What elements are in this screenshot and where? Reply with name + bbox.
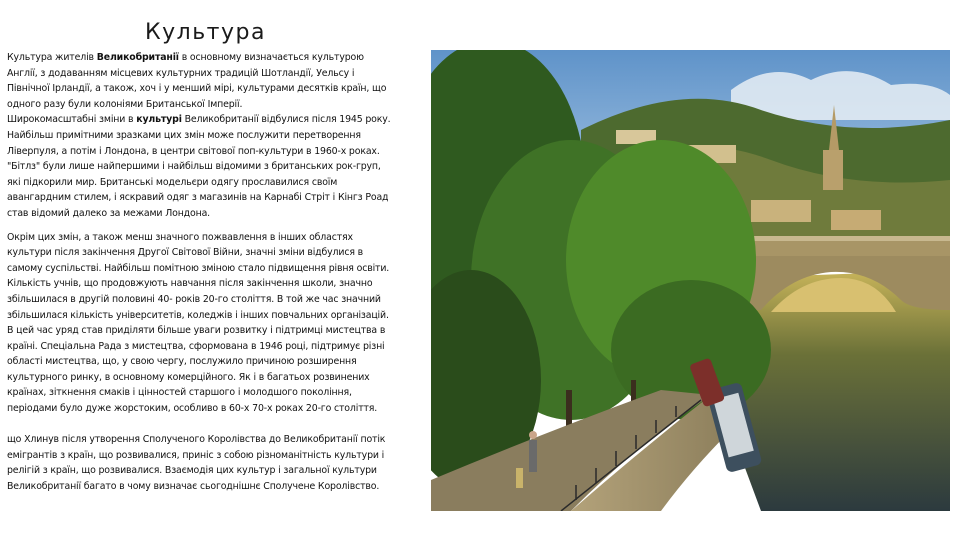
paragraph-3: Окрім цих змін, а також менш значного пожвавлення в інших областях культури після закінчення Другої Світової Війни, значні зміни відбулися в самому суспільстві. Найбільш помітною зміною стало підвищення рівня освіти. Кількість учнів, що продовжують навчання після закінчення школи, значно збільшилася в другій половині 40- років 20-го століття. В той же час значний збільшилася кількість університетів, коледжів і інших повчальних організацій.	[7, 231, 390, 321]
river-bridge-illustration	[431, 50, 950, 511]
river-bridge-photo	[431, 50, 950, 511]
paragraph-1-rest: в основному визначається культурою Англії, з додаванням місцевих культурних традицій Шотландії, Уельсу і Північної Ірландії, а також, хоч і у менший мірі, культурами десятків країн, що одного разу були колоніями Британської Імперії.	[7, 52, 387, 110]
building	[831, 210, 881, 230]
paragraph-2	[7, 112, 395, 221]
paragraph-2-bold-term: культурі	[136, 114, 182, 126]
person	[516, 468, 523, 488]
person-head	[529, 431, 537, 439]
bridge-rail	[721, 236, 950, 241]
paragraph-4: В цей час уряд став приділяти більше уваги розвитку і підтримці мистецтва в країні. Спеціальна Рада з мистецтва, сформована в 1946 році, підтримує різні області мистецтва, що, у свою чергу, послужило причиною розширення культурного ринку, в основному комерційного. Як і в багатьох розвинених країнах, зіткнення смаків і цінностей старшого і молодшого покоління, періодами було дуже жорстоким, особливо в 60-х 70-х роках 20-го століття.	[7, 325, 386, 415]
church-tower	[823, 150, 843, 190]
paragraph-5: що Хлинув після утворення Сполученого Королівства до Великобританії потік емігрантів з країн, що розвивалися, приніс з собою різноманітність культури і релігій з країн, що розвивалися. Взаємодія цих культур і загальної культури Великобританії багато в чому визначає сьогоднішнє Сполучене Королівство.	[7, 434, 386, 493]
paragraph-1-intro: Культура жителів	[7, 52, 97, 63]
building	[751, 200, 811, 222]
person	[529, 440, 537, 472]
slide-body-text	[7, 50, 395, 495]
slide-title: Культура	[145, 20, 266, 45]
paragraph-1-bold-term: Великобританії	[96, 52, 179, 63]
paragraph-2-intro: Широкомасштабні зміни в	[7, 114, 137, 126]
paragraph-1	[7, 50, 395, 112]
paragraph-2-rest: Великобританії відбулися після 1945 року. Найбільш примітними зразками цих змін може послужити перетворення Ліверпуля, а потім і Лондона, в центри світової поп-культури в 1960-х роках. "Бітлз" були лише найпершими і найбільш відомими з британських рок-груп, які підкорили мир. Британські модельєри одягу прославилися своїм авангардним стилем, і яскравий одяг з магазинів на Карнабі Стріт і Кінгз Роад став відомий далеко за межами Лондона.	[7, 114, 391, 219]
